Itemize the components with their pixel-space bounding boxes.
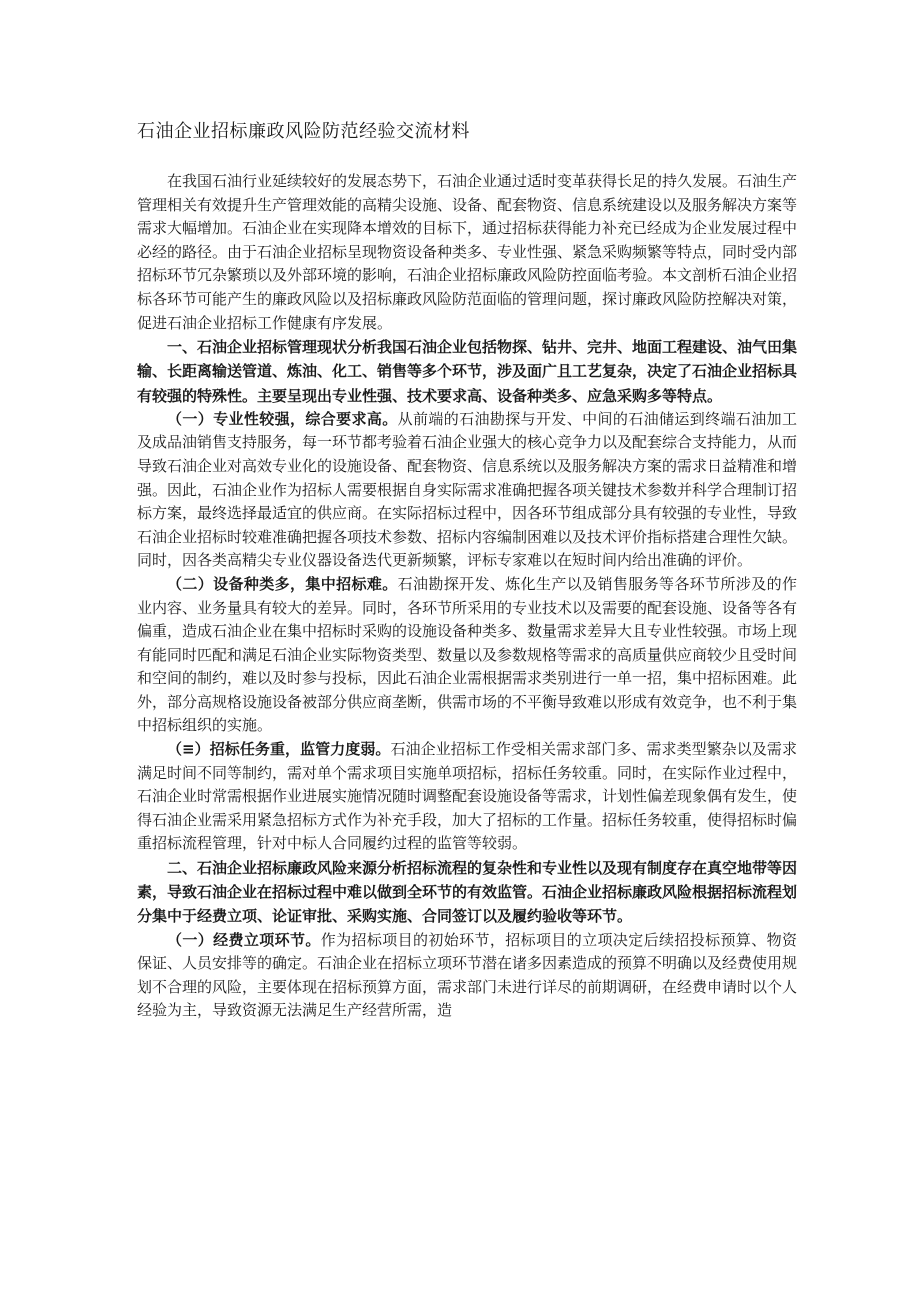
- section-2-heading: 二、石油企业招标廉政风险来源分析招标流程的复杂性和专业性以及现有制度存在真空地带等因素，导致石油企业在招标过程中难以做到全环节的有效监管。石油企业招标廉政风险根据招标流程划分集中于经费立项、论证审批、采购实施、合同签订以及履约验收等环节。: [137, 859, 798, 926]
- section-1-item-2-lead: （二）设备种类多，集中招标难。: [167, 574, 398, 593]
- section-2-item-1-lead: （一）经费立项环节。: [167, 930, 321, 949]
- document-title: 石油企业招标廉政风险防范经验交流材料: [137, 121, 470, 142]
- section-1-item-3-lead: （≡）招标任务重，监管力度弱。: [167, 740, 391, 759]
- section-1-item-3-body: 石油企业招标工作受相关需求部门多、需求类型繁杂以及需求满足时间不同等制约，需对单个需求项目实施单项招标，招标任务较重。同时，在实际作业过程中，石油企业时常需根据作业进展实施情况随时调整配套设施设备等需求，计划性偏差现象偶有发生，使得石油企业需采用紧急招标方式作为补充手段，加大了招标的工作量。招标任务较重，使得招标时偏重招标流程管理，针对中标人合同履约过程的监管等较弱。: [137, 740, 798, 853]
- intro-paragraph: 在我国石油行业延续较好的发展态势下，石油企业通过适时变革获得长足的持久发展。石油生产管理相关有效提升生产管理效能的高精尖设施、设备、配套物资、信息系统建设以及服务解决方案等需求大幅增加。石油企业在实现降本增效的目标下，通过招标获得能力补充已经成为企业发展过程中必经的路径。由于石油企业招标呈现物资设备种类多、专业性强、紧急采购频繁等特点，同时受内部招标环节冗杂繁琐以及外部环境的影响，石油企业招标廉政风险防控面临考验。本文剖析石油企业招标各环节可能产生的廉政风险以及招标廉政风险防范面临的管理问题，探讨廉政风险防控解决对策，促进石油企业招标工作健康有序发展。: [137, 172, 798, 332]
- section-1-item-2-body: 石油勘探开发、炼化生产以及销售服务等各环节所涉及的作业内容、业务量具有较大的差异。同时，各环节所采用的专业技术以及需要的配套设施、设备等各有偏重，造成石油企业在集中招标时采购的设施设备种类多、数量需求差异大且专业性较强。市场上现有能同时匹配和满足石油企业实际物资类型、数量以及参数规格等需求的高质量供应商较少且受时间和空间的制约，难以及时参与投标，因此石油企业需根据需求类别进行一单一招，集中招标困难。此外，部分高规格设施设备被部分供应商垄断，供需市场的不平衡导致难以形成有效竞争，也不利于集中招标组织的实施。: [137, 574, 798, 735]
- section-1-item-1-body: 从前端的石油勘探与开发、中间的石油储运到终端石油加工及成品油销售支持服务，每一环节都考验着石油企业强大的核心竞争力以及配套综合支持能力，从而导致石油企业对高效专业化的设施设备、配套物资、信息系统以及服务解决方案的需求日益精准和增强。因此，石油企业作为招标人需要根据自身实际需求准确把握各项关键技术参数并科学合理制订招标方案，最终选择最适宜的供应商。在实际招标过程中，因各环节组成部分具有较强的专业性，导致石油企业招标时较难准确把握各项技术参数、招标内容编制困难以及技术评价指标搭建合理性欠缺。同时，因各类高精尖专业仪器设备迭代更新频繁，评标专家难以在短时间内给出准确的评价。: [137, 409, 798, 570]
- section-1-item-1: [137, 408, 797, 573]
- document-page: [137, 120, 797, 1023]
- section-1-heading: 一、石油企业招标管理现状分析我国石油企业包括物探、钻井、完井、地面工程建设、油气田集输、长距离输送管道、炼油、化工、销售等多个环节，涉及面广且工艺复杂，决定了石油企业招标具有较强的特殊性。主要呈现出专业性强、技术要求高、设备种类多、应急采购多等特点。: [137, 338, 798, 405]
- section-2-item-1-body: 作为招标项目的初始环节，招标项目的立项决定后续招投标预算、物资保证、人员安排等的确定。石油企业在招标立项环节潜在诸多因素造成的预算不明确以及经费使用规划不合理的风险，主要体现在招标预算方面，需求部门未进行详尽的前期调研，在经费申请时以个人经验为主，导致资源无法满足生产经营所需，造: [137, 930, 798, 1020]
- section-1-item-3: [137, 738, 797, 856]
- section-1-item-2: [137, 573, 797, 738]
- section-2-item-1: [137, 929, 797, 1023]
- section-1-item-1-lead: （一）专业性较强，综合要求高。: [167, 409, 398, 428]
